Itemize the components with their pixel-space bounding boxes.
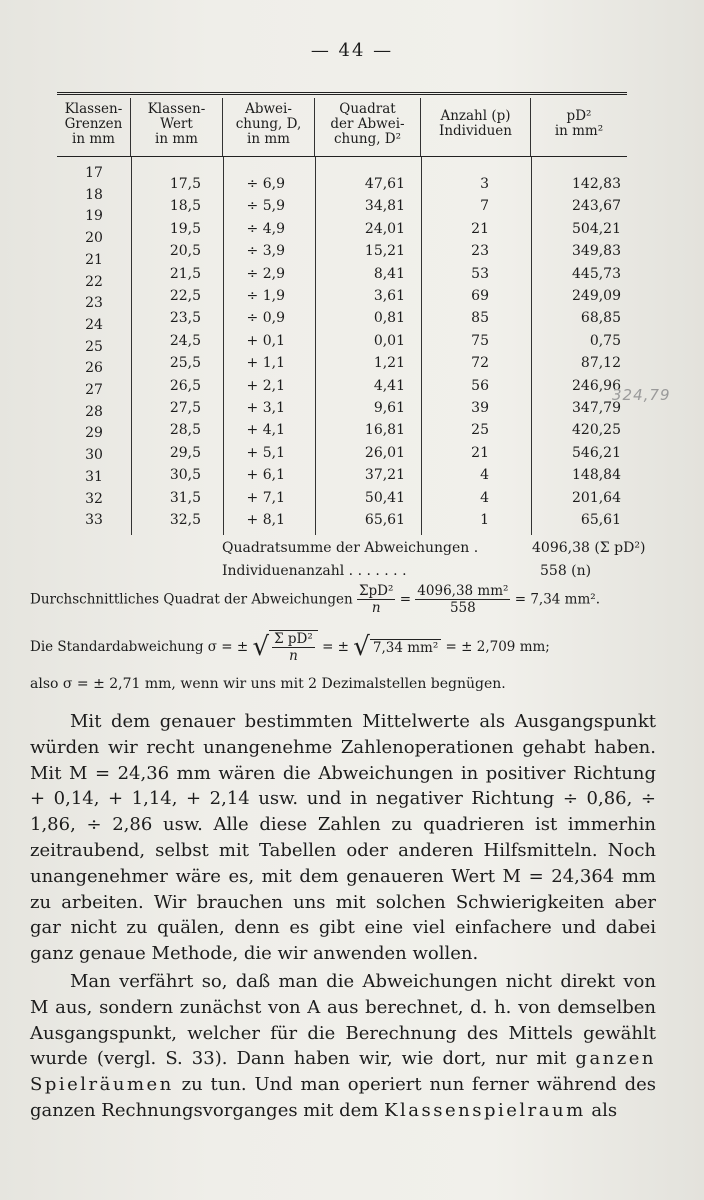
emphasis-ganzen-spielraeumen: ganzen Spielräumen (30, 1048, 656, 1096)
fraction-numerator: ΣpD² (358, 583, 394, 599)
paragraph-2-text: als (585, 1099, 618, 1121)
pd2-cell: 420,25 (572, 422, 621, 439)
grenze-value: 23 (85, 295, 103, 312)
header-pd2 (531, 98, 627, 156)
paragraph-2-text: Man verfährt so, daß man die Abweichungen nicht direkt von M aus, sondern zunächst von A aus berechnet, d. h. von demselben Ausgangspunkt, welcher für die Berechnung des Mittels gewählt wurde (vergl. S. 33). Dann haben wir, wie dort, nur mit (30, 970, 656, 1070)
quadrat-cell: 24,01 (364, 220, 405, 237)
grenze-value: 20 (85, 230, 103, 247)
individuen-value: 558 (n) (540, 563, 592, 579)
std-deviation-label: Die Standardabweichung σ = ± (30, 639, 249, 655)
abweichung-cell: ÷ 2,9 (246, 265, 285, 282)
klassen-wert-cell: 22,5 (169, 288, 201, 304)
root-sign-icon: √ (252, 632, 270, 662)
quadrat-cell: 47,61 (364, 176, 405, 192)
root-sign-icon: √ (353, 632, 370, 662)
anzahl-cell: 69 (471, 288, 489, 304)
quadrat-cell: 37,21 (364, 467, 405, 484)
grenze-value: 19 (85, 208, 103, 225)
grenze-value: 17 (85, 165, 103, 181)
klassen-wert-cell: 26,5 (169, 377, 201, 394)
header-line: Abwei- (245, 101, 292, 117)
pd2-cell: 249,09 (572, 288, 621, 304)
header-line: der Abwei- (330, 116, 405, 132)
quadrat-cell: 1,21 (373, 355, 405, 372)
header-quadrat (315, 98, 421, 156)
quadrat-cell: 4,41 (373, 377, 405, 394)
std-deviation-formula (30, 630, 550, 664)
individuen-label: Individuenanzahl . . . . . . . (222, 563, 407, 579)
grenze-value: 33 (85, 512, 103, 529)
quadrat-cell: 50,41 (364, 489, 405, 506)
grenze-value: 24 (85, 316, 103, 333)
pd2-cell: 504,21 (572, 220, 621, 237)
abweichung-cell: ÷ 3,9 (246, 243, 285, 260)
header-line: chung, D² (333, 131, 402, 147)
anzahl-cell: 25 (471, 422, 489, 439)
anzahl-cell: 1 (480, 512, 489, 528)
anzahl-cell: 56 (471, 377, 489, 394)
header-line: Individuen (439, 123, 512, 139)
table-body (57, 157, 627, 535)
pd2-cell: 65,61 (580, 512, 621, 528)
sqrt-value: 7,34 mm² (370, 639, 441, 656)
pd2-cell: 246,96 (572, 377, 621, 394)
abweichung-cell: + 4,1 (246, 422, 285, 439)
anzahl-cell: 72 (471, 355, 489, 372)
klassen-wert-cell: 30,5 (169, 467, 201, 484)
fraction-spd2-n (357, 583, 395, 616)
abweichung-cell: + 5,1 (246, 444, 285, 461)
anzahl-cell: 21 (471, 444, 489, 461)
header-abweichung (223, 98, 315, 156)
body-text (30, 709, 656, 1124)
quadrat-cell: 65,61 (364, 512, 405, 528)
anzahl-cell: 75 (471, 332, 489, 349)
header-line: Grenzen (64, 116, 123, 132)
fraction-numerator: Σ pD² (274, 631, 313, 647)
header-line: in mm (155, 131, 198, 147)
grenze-value: 21 (85, 251, 103, 268)
header-klassen-grenzen (57, 98, 131, 156)
header-line: Wert (160, 116, 193, 132)
grenze-value: 26 (85, 360, 103, 377)
abweichung-cell: + 3,1 (246, 400, 285, 416)
pd2-cell: 445,73 (572, 265, 621, 282)
header-line: pD² (566, 108, 592, 124)
abweichung-cell: + 0,1 (246, 332, 285, 349)
paragraph-2 (30, 969, 656, 1124)
header-line: Quadrat (339, 101, 396, 117)
abweichung-cell: + 8,1 (246, 512, 285, 528)
klassen-wert-cell: 17,5 (169, 176, 201, 192)
klassen-wert-cell: 27,5 (169, 400, 201, 416)
abweichung-cell: ÷ 5,9 (246, 198, 285, 215)
quadrat-cell: 34,81 (364, 198, 405, 215)
grenze-value: 27 (85, 382, 103, 398)
quadrat-cell: 16,81 (364, 422, 405, 439)
klassen-wert-cell: 28,5 (169, 422, 201, 439)
quadrat-cell: 15,21 (364, 243, 405, 260)
pd2-cell: 546,21 (572, 444, 621, 461)
abweichung-cell: ÷ 1,9 (246, 288, 285, 304)
grenze-value: 29 (85, 425, 103, 442)
table-header (57, 98, 627, 157)
grenze-value: 25 (85, 338, 103, 355)
anzahl-cell: 4 (480, 489, 489, 506)
klassen-wert-cell: 19,5 (169, 220, 201, 237)
anzahl-cell: 21 (471, 220, 489, 237)
klassen-wert-cell: 25,5 (169, 355, 201, 372)
quadrat-cell: 9,61 (373, 400, 405, 416)
anzahl-cell: 4 (480, 467, 489, 484)
klassen-wert-cell: 21,5 (169, 265, 201, 282)
anzahl-cell: 39 (471, 400, 489, 416)
pd2-cell: 142,83 (572, 176, 621, 192)
pd2-cell: 349,83 (572, 243, 621, 260)
quadrat-cell: 8,41 (373, 265, 405, 282)
quadrat-cell: 0,81 (373, 310, 405, 327)
quadrat-cell: 0,01 (373, 332, 405, 349)
klassen-wert-cell: 24,5 (169, 332, 201, 349)
equals-plus-minus: = ± (322, 639, 349, 655)
emphasis-klassenspielraum: Klassenspielraum (384, 1099, 586, 1121)
anzahl-cell: 85 (471, 310, 489, 327)
sqrt-fraction (269, 630, 318, 664)
header-anzahl (421, 98, 531, 156)
header-line: Anzahl (p) (440, 108, 511, 124)
klassen-wert-cell: 31,5 (169, 489, 201, 506)
grenze-value: 31 (85, 468, 103, 485)
fraction-denominator: n (289, 648, 298, 664)
anzahl-cell: 3 (480, 176, 489, 192)
header-line: Klassen- (147, 101, 206, 117)
klassen-wert-cell: 23,5 (169, 310, 201, 327)
average-square-label: Durchschnittliches Quadrat der Abweichungen (30, 591, 353, 608)
pd2-cell: 201,64 (572, 489, 621, 506)
fraction-denominator: 558 (449, 600, 476, 616)
pd2-cell: 87,12 (580, 355, 621, 372)
klassen-wert-cell: 20,5 (169, 243, 201, 260)
header-line: chung, D, (235, 116, 302, 132)
abweichung-cell: ÷ 4,9 (246, 220, 285, 237)
quadratsumme-value: 4096,38 (Σ pD²) (532, 540, 646, 556)
klassen-wert-cell: 32,5 (169, 512, 201, 528)
quadrat-cell: 3,61 (373, 288, 405, 304)
fraction-numerator: 4096,38 mm² (417, 583, 509, 599)
abweichung-cell: + 1,1 (246, 355, 285, 372)
grenze-value: 18 (85, 186, 103, 203)
average-square-result: = 7,34 mm². (514, 591, 600, 608)
fraction-values (415, 583, 510, 616)
pd2-cell: 68,85 (580, 310, 621, 327)
klassen-wert-cell: 29,5 (169, 444, 201, 461)
pd2-cell: 148,84 (572, 467, 621, 484)
fraction-denominator: n (371, 600, 381, 616)
pd2-cell: 347,79 (572, 400, 621, 416)
header-line: Klassen- (64, 101, 123, 117)
quadrat-cell: 26,01 (364, 444, 405, 461)
header-line: in mm (247, 131, 290, 147)
also-line: also σ = ± 2,71 mm, wenn wir uns mit 2 Dezimalstellen begnügen. (30, 676, 506, 692)
grenze-value: 30 (85, 447, 103, 464)
header-line: in mm (72, 131, 115, 147)
grenze-value: 22 (85, 273, 103, 290)
abweichung-cell: ÷ 0,9 (246, 310, 285, 327)
klassen-wert-cell: 18,5 (169, 198, 201, 215)
std-deviation-result: = ± 2,709 mm; (445, 639, 550, 655)
page-number: — 44 — (310, 40, 394, 61)
data-table (57, 92, 627, 535)
pd2-cell: 243,67 (572, 198, 621, 215)
anzahl-cell: 23 (471, 243, 489, 260)
anzahl-cell: 53 (471, 265, 489, 282)
quadratsumme-label: Quadratsumme der Abweichungen . (222, 540, 479, 556)
grenze-value: 28 (85, 403, 103, 420)
abweichung-cell: + 7,1 (246, 489, 285, 506)
handwritten-note: 324,79 (612, 386, 671, 404)
abweichung-cell: + 2,1 (246, 377, 285, 394)
abweichung-cell: + 6,1 (246, 467, 285, 484)
grenze-value: 32 (85, 490, 103, 507)
equals-sign: = (399, 591, 411, 608)
anzahl-cell: 7 (480, 198, 489, 215)
header-klassen-wert (131, 98, 223, 156)
average-square-formula (30, 583, 600, 616)
header-line: in mm² (554, 123, 604, 139)
abweichung-cell: ÷ 6,9 (246, 176, 285, 192)
paragraph-1: Mit dem genauer bestimmten Mittelwerte als Ausgangspunkt würden wir recht unangenehme Zahlenoperationen gehabt haben. Mit M = 24,36 mm wären die Abweichungen in positiver Richtung + 0,14, + 1,14, + 2,14 usw. und in negativer Richtung ÷ 0,86, ÷ 1,86, ÷ 2,86 usw. Alle diese Zahlen zu quadrieren ist immerhin zeitraubend, selbst mit Tabellen oder anderen Hilfsmitteln. Noch unangenehmer wäre es, mit dem genaueren Wert M = 24,364 mm zu arbeiten. Wir brauchen uns mit solchen Schwierigkeiten aber gar nicht zu quälen, denn es gibt eine viel einfachere und dabei ganz genaue Methode, die wir anwenden wollen. (30, 711, 656, 965)
pd2-cell: 0,75 (589, 332, 621, 349)
paragraph-2-text: zu tun. Und man operiert nun ferner während des ganzen Rechnungsvorganges mit dem (30, 1074, 656, 1121)
